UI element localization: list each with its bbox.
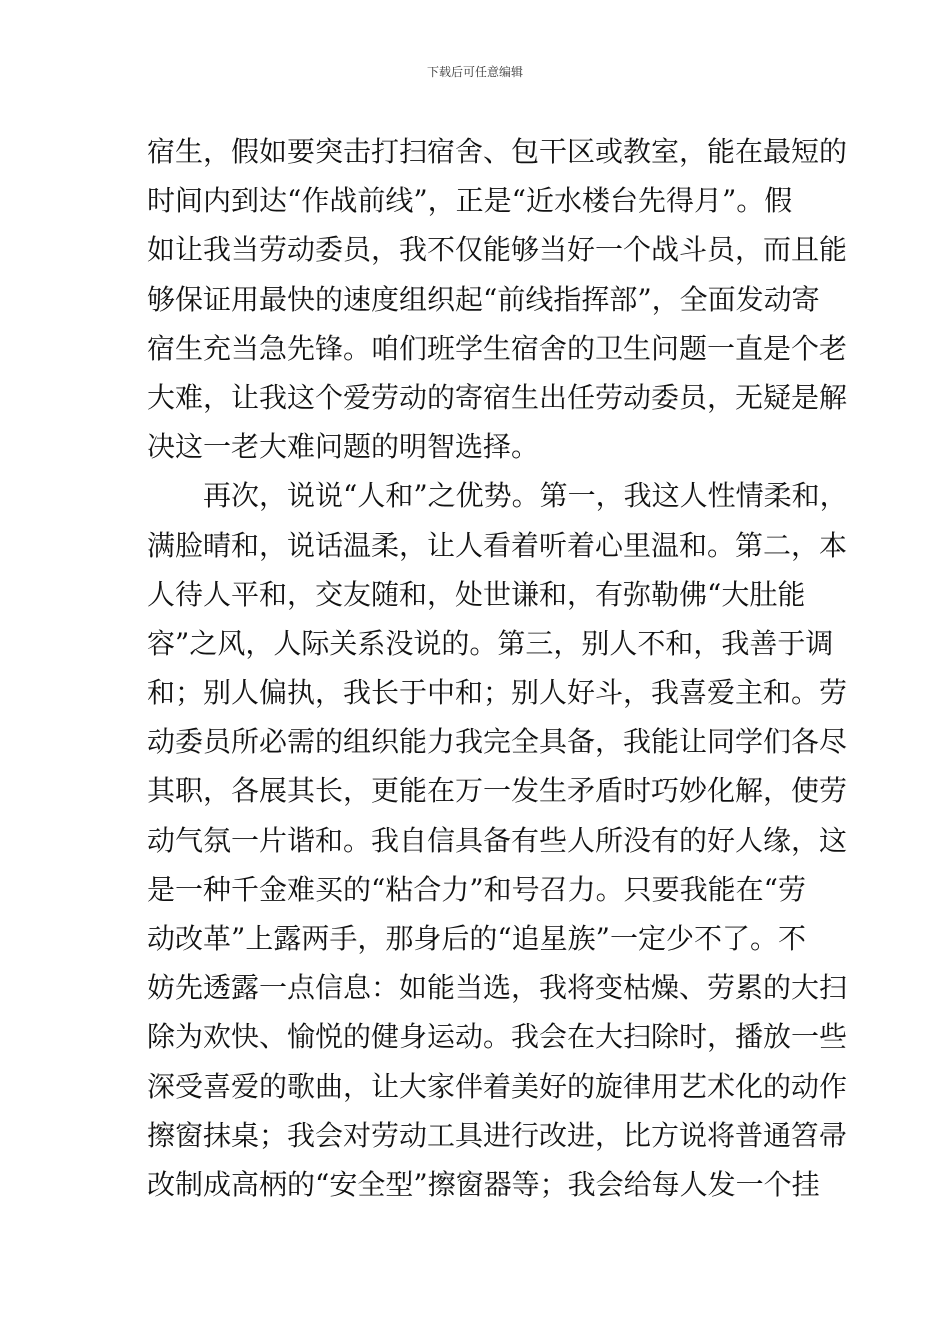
text-line: 动气氛一片谐和。我自信具备有些人所没有的好人缘，这: [147, 823, 848, 857]
text-line: 时间内到达“作战前线”，正是“近水楼台先得月”。假: [147, 184, 793, 218]
text-line: 如让我当劳动委员，我不仅能够当好一个战斗员，而且能: [147, 233, 848, 267]
text-line: 动委员所必需的组织能力我完全具备，我能让同学们各尽: [147, 725, 848, 759]
text-line: 其职，各展其长，更能在万一发生矛盾时巧妙化解，使劳: [147, 774, 848, 808]
page-header: 下载后可任意编辑: [426, 65, 523, 79]
text-line: 改制成高柄的“安全型”擦窗器等；我会给每人发一个挂: [147, 1167, 820, 1201]
text-line: 够保证用最快的速度组织起“前线指挥部”，全面发动寄: [147, 282, 820, 316]
text-line: 擦窗抹桌；我会对劳动工具进行改进，比方说将普通笤帚: [147, 1118, 848, 1152]
text-line: 决这一老大难问题的明智选择。: [147, 430, 540, 464]
text-line: 再次，说说“人和”之优势。第一，我这人性情柔和，: [147, 479, 848, 513]
text-line: 深受喜爱的歌曲，让大家伴着美好的旋律用艺术化的动作: [147, 1069, 848, 1103]
text-line: 和；别人偏执，我长于中和；别人好斗，我喜爱主和。劳: [147, 676, 848, 710]
text-line: 妨先透露一点信息：如能当选，我将变枯燥、劳累的大扫: [147, 971, 848, 1005]
text-line: 动改革”上露两手，那身后的“追星族”一定少不了。不: [147, 922, 806, 955]
text-line: 容”之风，人际关系没说的。第三，别人不和，我善于调: [147, 626, 834, 660]
text-line: 宿生，假如要突击打扫宿舍、包干区或教室，能在最短的: [147, 135, 848, 168]
text-line: 除为欢快、愉悦的健身运动。我会在大扫除时，播放一些: [147, 1020, 848, 1054]
text-line: 满脸晴和，说话温柔，让人看着听着心里温和。第二，本: [147, 528, 848, 562]
text-line: 大难，让我这个爱劳动的寄宿生出任劳动委员，无疑是解: [147, 380, 848, 414]
text-line: 宿生充当急先锋。咱们班学生宿舍的卫生问题一直是个老: [147, 331, 848, 365]
text-line: 人待人平和，交友随和，处世谦和，有弥勒佛“大肚能: [147, 577, 806, 611]
body-text: [147, 127, 848, 1209]
text-line: 是一种千金难买的“粘合力”和号召力。只要我能在“劳: [147, 872, 806, 906]
